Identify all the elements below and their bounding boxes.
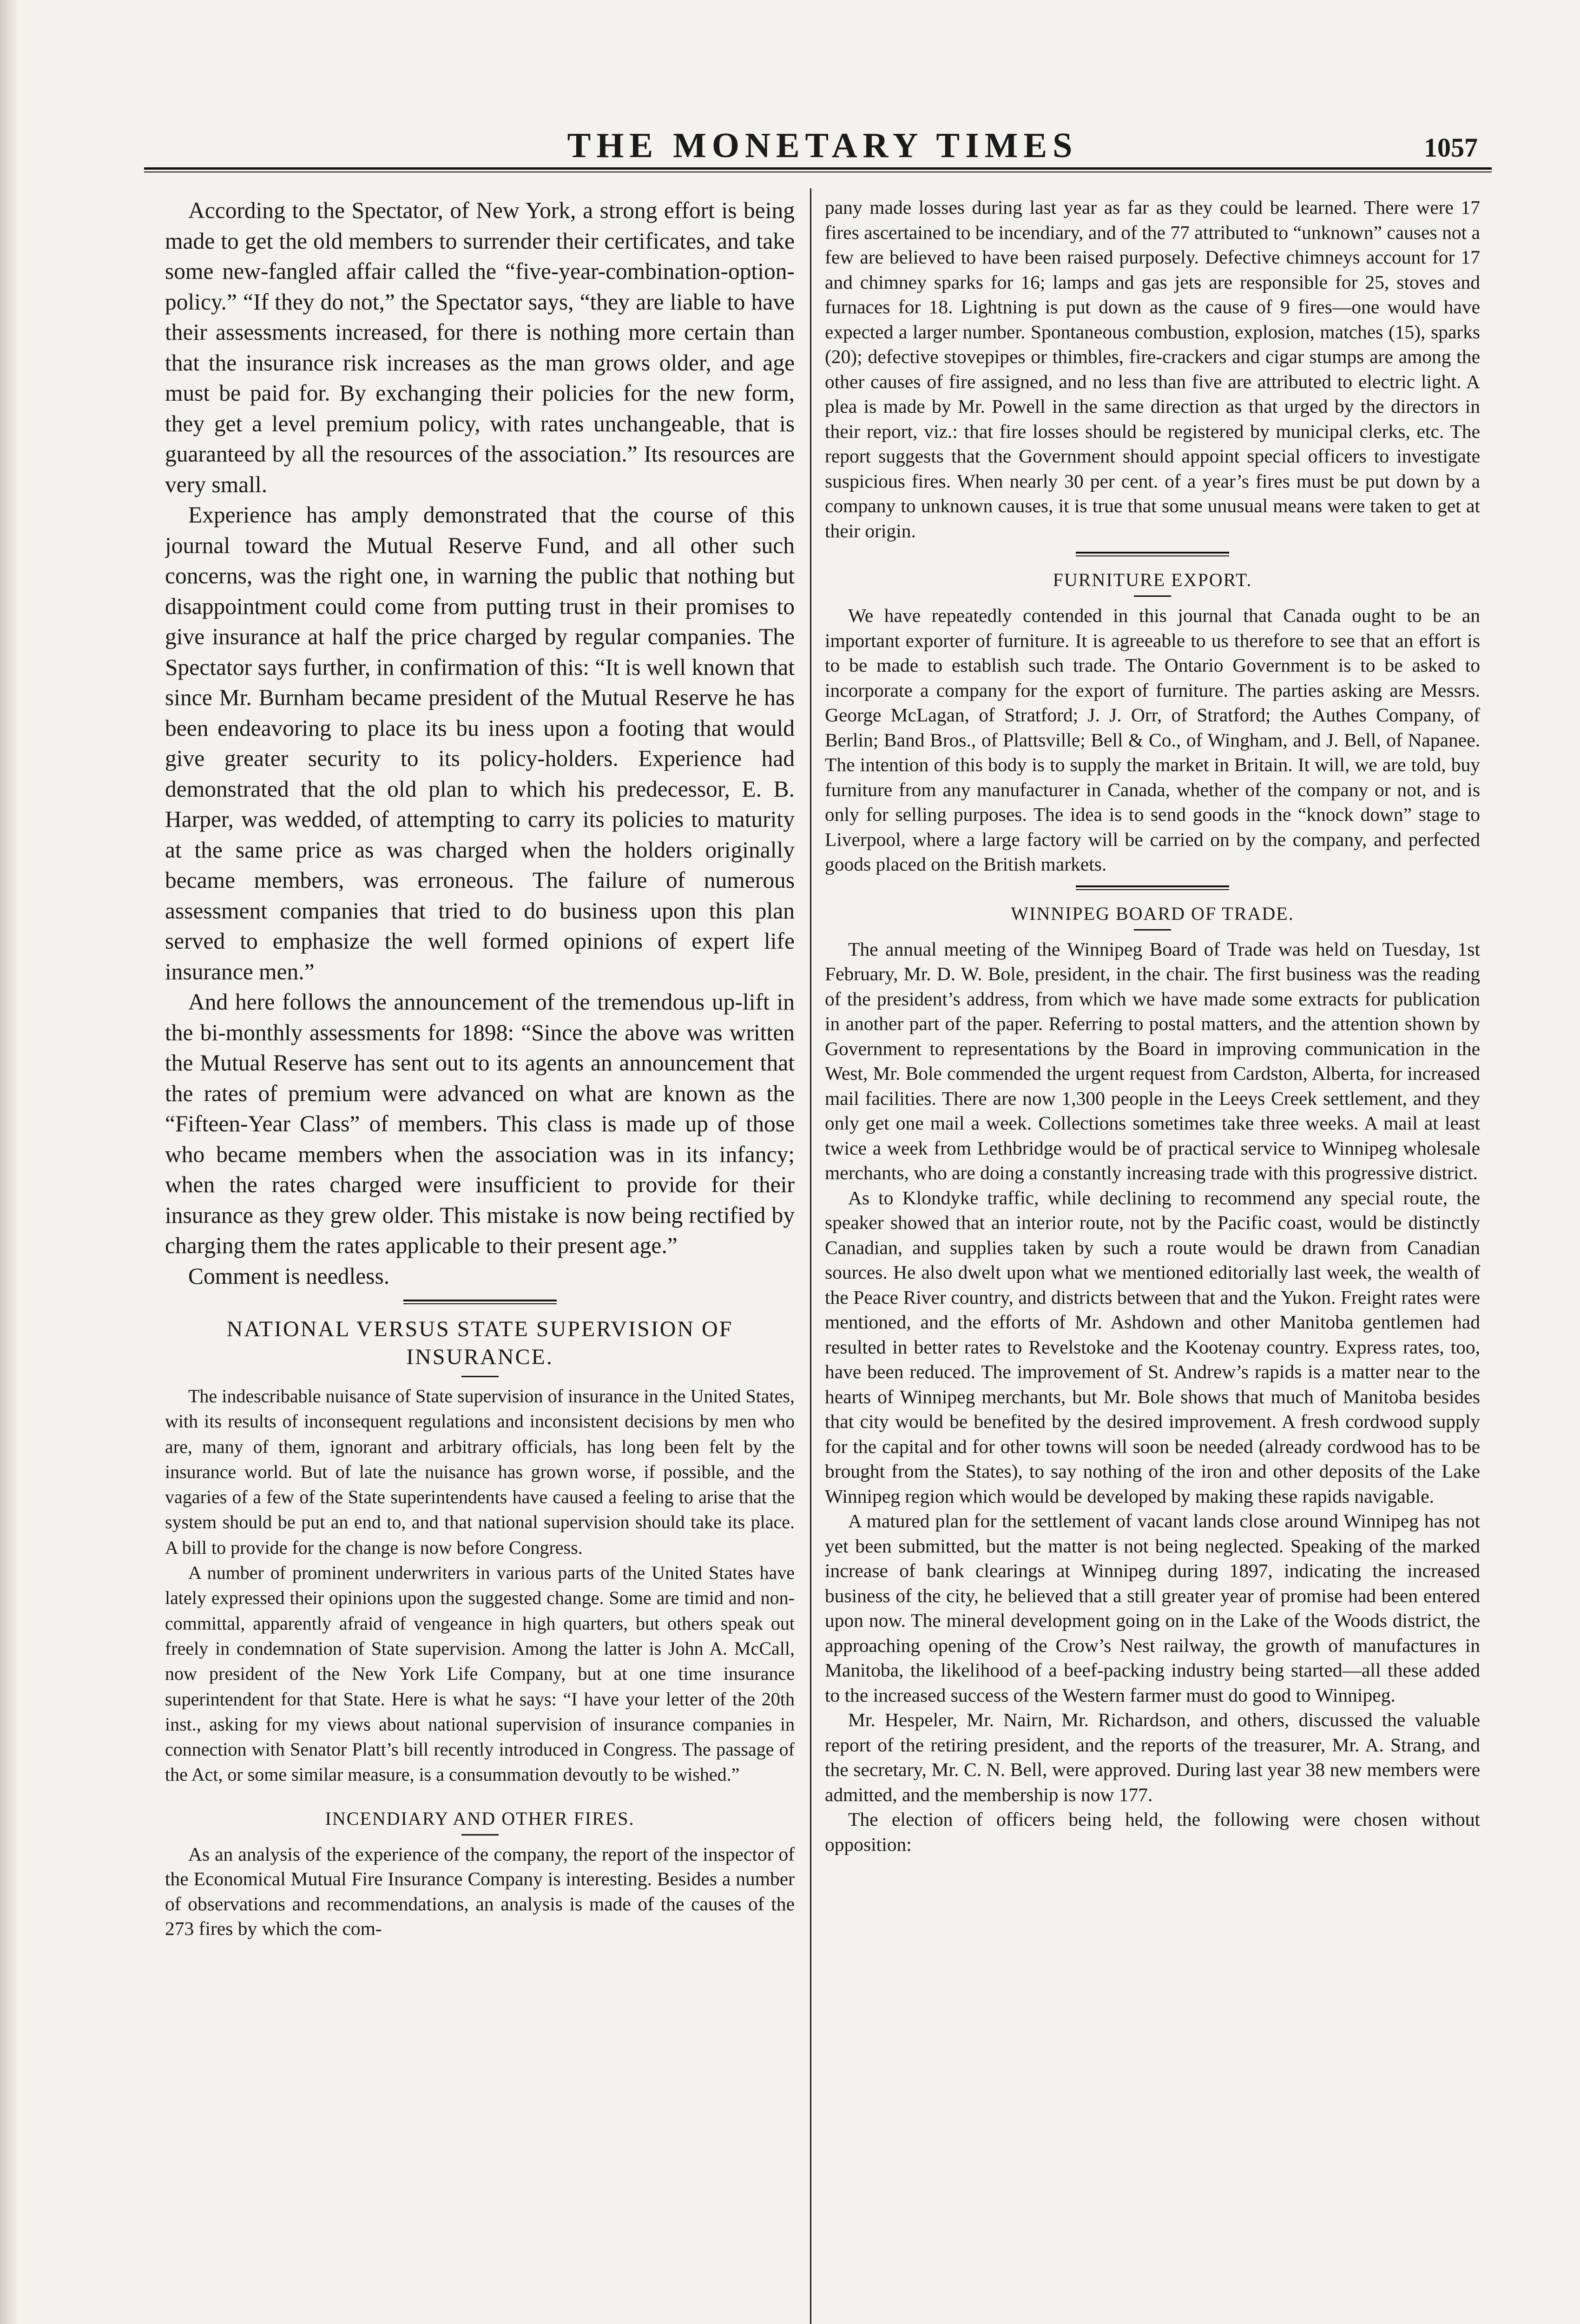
furniture-article <box>825 603 1480 877</box>
section-rule <box>403 1300 557 1304</box>
winnipeg-article <box>825 937 1480 1857</box>
right-column <box>825 195 1480 2324</box>
incendiary-article <box>165 1842 795 1941</box>
publication-title: THE MONETARY TIMES <box>567 126 1078 165</box>
short-rule <box>461 1834 499 1835</box>
section-rule <box>1076 885 1229 890</box>
article-paragraph: The election of officers being held, the following were chosen without opposition: <box>825 1809 1480 1855</box>
spectator-article <box>165 195 795 1291</box>
article-paragraph: Comment is needless. <box>188 1263 390 1289</box>
article-paragraph: According to the Spectator, of New York, a strong effort is being made to get the old members to surrender their certificates, and take some new-fangled affair called the “five-year-combination-option-policy.” “If they do not,” the Spectator says, “they are liable to have their assessments increased, for there is nothing more certain than that the insurance risk increases as the man grows older, and age must be paid for. By exchanging their policies for the new form, they get a level premium policy, with rates unchangeable, that is guaranteed by all the resources of the association.” Its resources are very small. <box>165 198 795 497</box>
section-heading-winnipeg-board: WINNIPEG BOARD OF TRADE. <box>1011 903 1294 924</box>
article-paragraph: And here follows the announcement of the tremendous up-lift in the bi-monthly assessments for 1898: “Since the above was written the Mutual Reserve has sent out to its agents an announcement that the rates of premium were advanced on what are known as the “Fifteen-Year Class” of members. This class is made up of those who became members when the association was in its infancy; when the rates charged were insufficient to provide for their insurance as they grew older. This mistake is now being rectified by charging them the rates applicable to their present age.” <box>165 989 795 1258</box>
incendiary-continuation <box>825 195 1480 543</box>
article-paragraph: As to Klondyke traffic, while declining to recommend any special route, the speaker showed that an interior route, not by the Pacific coast, would be distinctly Canadian, and supplies taken by such a route would be drawn from Canadian sources. He also dwelt upon what we mentioned editorially last week, the wealth of the Peace River country, and districts between that and the Yukon. Freight rates were mentioned, and the efforts of Mr. Ashdown and other Manitoba gentlemen had resulted in better rates to Revelstoke and the Kootenay country. Express rates, too, have been reduced. The improvement of St. Andrew’s rapids is a matter near to the hearts of Winnipeg merchants, but Mr. Bole shows that much of Manitoba besides that city would be benefited by the desired improvement. A fresh cordwood supply for the capital and for other towns will soon be needed (already cordwood has to be brought from the States), to say nothing of the iron and other deposits of the Lake Winnipeg region which would be developed by making these rapids navigable. <box>825 1187 1480 1507</box>
short-rule <box>461 1376 499 1377</box>
article-paragraph: Experience has amply demonstrated that the course of this journal toward the Mutual Reserve Fund, and all other such concerns, was the right one, in warning the public that nothing but disappointment could come from putting trust in their promises to give insurance at half the price charged by regular companies. The Spectator says further, in confirmation of this: “It is well known that since Mr. Burnham became president of the Mutual Reserve he has been endeavoring to place its bu iness upon a footing that would give greater security to its policy-holders. Experience had demonstrated that the old plan to which his predecessor, E. B. Harper, was wedded, of attempting to carry its policies to maturity at the same price as was charged when the holders originally became members, was erroneous. The failure of numerous assessment companies that tried to do business upon this plan served to emphasize the well formed opinions of expert life insurance men.” <box>165 502 795 984</box>
scanned-edge <box>0 0 19 2324</box>
page-number: 1057 <box>1424 132 1478 163</box>
article-paragraph: A matured plan for the settlement of vacant lands close around Winnipeg has not yet been submitted, but the matter is not being neglected. Speaking of the marked increase of bank clearings at Winnipeg during 1897, indicating the increased business of the city, he believed that a still greater year of promise had been entered upon now. The mineral development going on in the Lake of the Woods district, the approaching opening of the Crow’s Nest railway, the growth of manufactures in Manitoba, the likelihood of a beef-packing industry being started—all these added to the increased success of the Western farmer must do good to Winnipeg. <box>825 1510 1480 1706</box>
short-rule <box>1134 595 1171 597</box>
section-rule <box>1076 552 1229 556</box>
section-heading-national-supervision: NATIONAL VERSUS STATE SUPERVISION OF INSURANCE. <box>226 1317 733 1369</box>
article-paragraph: As an analysis of the experience of the company, the report of the inspector of the Economical Mutual Fire Insurance Company is interesting. Besides a number of observations and recommendations, an analysis is made of the causes of the 273 fires by which the com- <box>165 1843 795 1940</box>
article-paragraph: Mr. Hespeler, Mr. Nairn, Mr. Richardson, and others, discussed the valuable report of the retiring president, and the reports of the treasurer, Mr. A. Strang, and the secretary, Mr. C. N. Bell, were approved. During last year 38 new members were admitted, and the membership is now 177. <box>825 1709 1480 1805</box>
section-heading-furniture-export: FURNITURE EXPORT. <box>1053 569 1252 590</box>
section-heading-incendiary-fires: INCENDIARY AND OTHER FIRES. <box>325 1808 635 1829</box>
left-column <box>165 195 795 2324</box>
short-rule <box>1134 929 1171 931</box>
article-paragraph: We have repeatedly contended in this journal that Canada ought to be an important exporter of furniture. It is agreeable to us therefore to see that an effort is to be made to establish such trade. The Ontario Government is to be asked to incorporate a company for the export of furniture. The parties asking are Messrs. George McLagan, of Stratford; J. J. Orr, of Stratford; the Authes Company, of Berlin; Band Bros., of Plattsville; Bell & Co., of Wingham, and J. Bell, of Napanee. The intention of this body is to supply the market in Britain. It will, we are told, buy furniture from any manufacturer in Canada, whether of the company or not, and is only for selling purposes. The idea is to send goods in the “knock down” stage to Liverpool, where a large factory will be carried on by the company, and perfected goods placed on the British markets. <box>825 605 1480 875</box>
national-supervision-article <box>165 1384 795 1788</box>
article-paragraph: The indescribable nuisance of State supervision of insurance in the United States, with its results of inconsequent regulations and inconsistent decisions by men who are, many of them, ignorant and arbitrary officials, has long been felt by the insurance world. But of late the nuisance has grown worse, if possible, and the vagaries of a few of the State superintendents have caused a feeling to arise that the system should be put an end to, and that national supervision should take its place. A bill to provide for the change is now before Congress. <box>165 1386 795 1558</box>
header-rule <box>144 167 1492 172</box>
article-paragraph: pany made losses during last year as far as they could be learned. There were 17 fires ascertained to be incendiary, and of the 77 attributed to “unknown” causes not a few are believed to have been raised purposely. Defective chimneys account for 17 and chimney sparks for 16; lamps and gas jets are responsible for 25, stoves and furnaces for 18. Lightning is put down as the cause of 9 fires—one would have expected a larger number. Spontaneous combustion, explosion, matches (15), sparks (20); defective stovepipes or thimbles, fire-crackers and cigar stumps are among the other causes of fire assigned, and no less than five are attributed to electric light. A plea is made by Mr. Powell in the same direction as that urged by the directors in their report, viz.: that fire losses should be registered by municipal clerks, etc. The report suggests that the Government should appoint special officers to investigate suspicious fires. When nearly 30 per cent. of a year’s fires must be put down by a company to unknown causes, it is true that some unusual means were taken to get at their origin. <box>825 197 1480 541</box>
article-paragraph: A number of prominent underwriters in various parts of the United States have lately expressed their opinions upon the suggested change. Some are timid and non-committal, apparently afraid of vengeance in high quarters, but others speak out freely in condemnation of State supervision. Among the latter is John A. McCall, now president of the New York Life Company, but at one time insurance superintendent for that State. Here is what he says: “I have your letter of the 20th inst., asking for my views about national supervision of insurance companies in connection with Senator Platt’s bill recently introduced in Congress. The passage of the Act, or some similar measure, is a consummation devoutly to be wished.” <box>165 1562 795 1785</box>
column-divider <box>810 188 811 2324</box>
article-paragraph: The annual meeting of the Winnipeg Board of Trade was held on Tuesday, 1st February, Mr. D. W. Bole, president, in the chair. The first business was the reading of the president’s address, from which we have made some extracts for publication in another part of the paper. Referring to postal matters, and the attention shown by Government to representations by the Board in improving communication in the West, Mr. Bole commended the urgent request from Cardston, Alberta, for increased mail facilities. There are now 1,300 people in the Leeys Creek settlement, and they only get one mail a week. Collections sometimes take three weeks. A mail at least twice a week from Lethbridge would be of practical service to Winnipeg wholesale merchants, who are doing a constantly increasing trade with this progressive district. <box>825 938 1480 1183</box>
